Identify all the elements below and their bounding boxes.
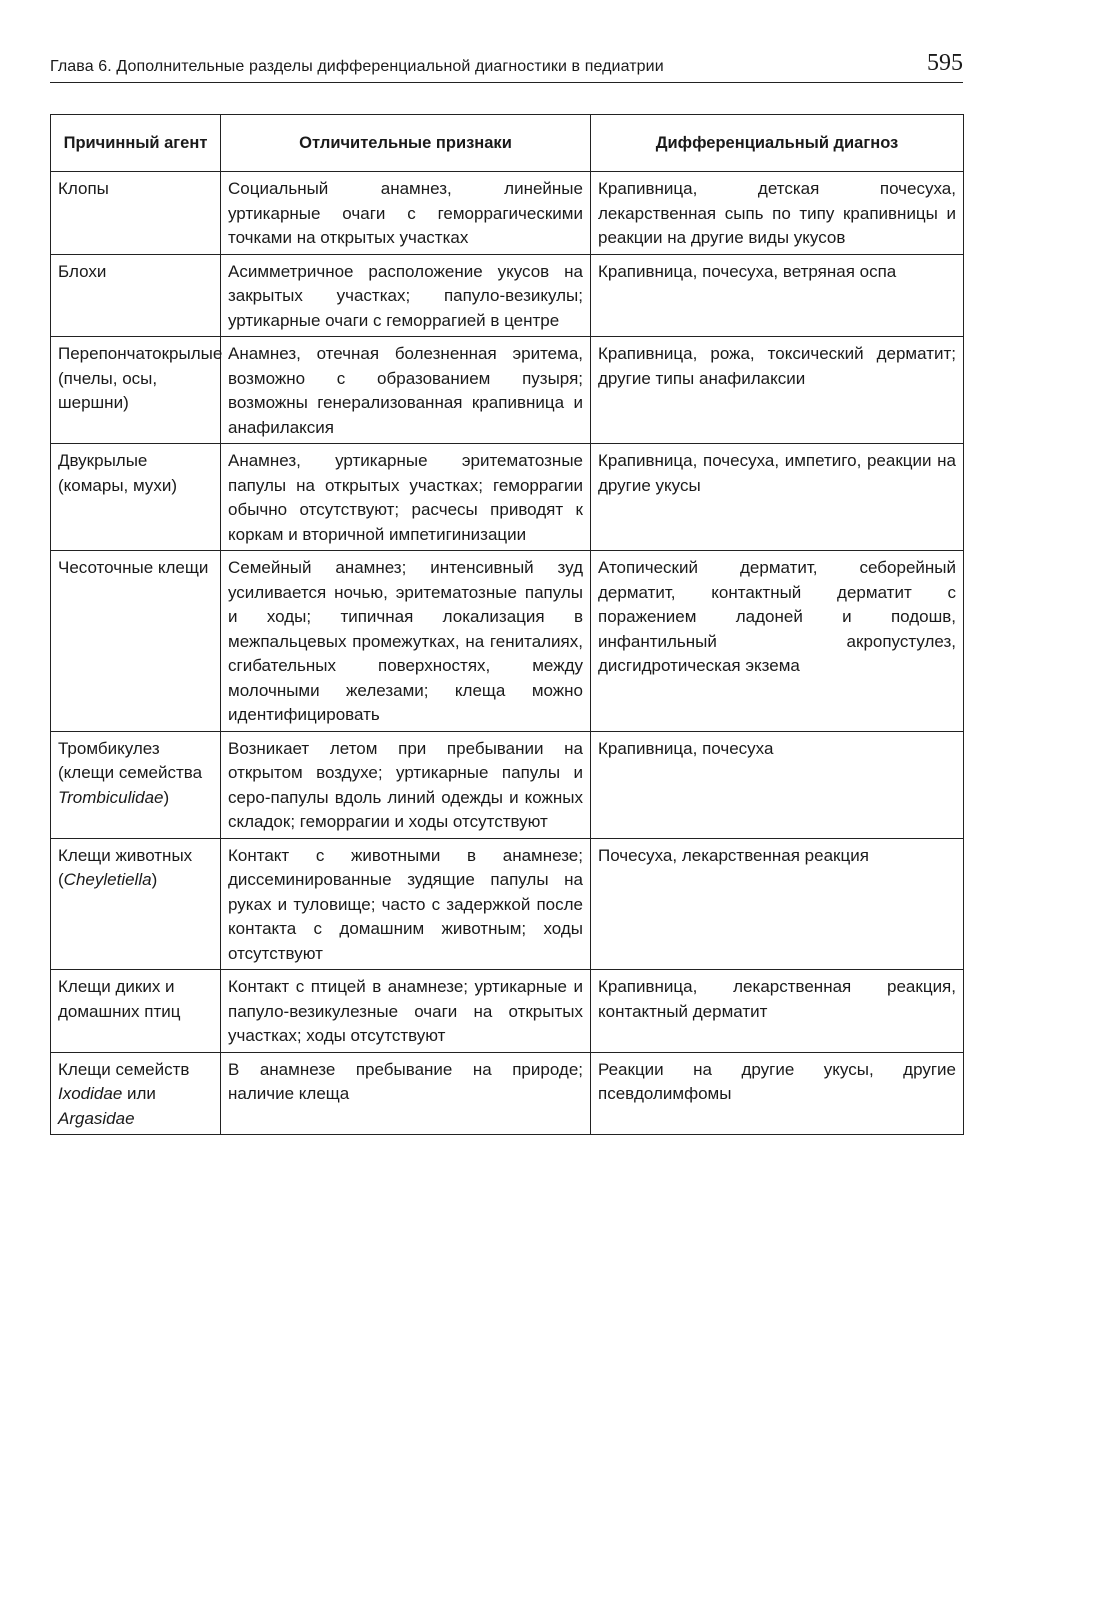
- table-row: [51, 838, 964, 970]
- agent-cell: [51, 731, 221, 838]
- diagnosis-cell: Крапивница, детская почесуха, лекарственная сыпь по типу крапивницы и реакции на другие виды укусов: [591, 172, 964, 255]
- signs-cell: Возникает летом при пребывании на открытом воздухе; уртикарные папулы и серо-папулы вдоль линий одежды и кожных складок; геморрагии и ходы отсутствуют: [221, 731, 591, 838]
- agent-latin-name: Trombiculidae: [58, 787, 164, 807]
- diagnosis-cell: Крапивница, почесуха, импетиго, реакции на другие укусы: [591, 444, 964, 551]
- agent-text: ): [163, 787, 170, 807]
- column-header-agent: Причинный агент: [51, 115, 221, 172]
- diagnosis-cell: Крапивница, рожа, токсический дерматит; другие типы анафилаксии: [591, 337, 964, 444]
- agent-latin-name: Argasidae: [58, 1108, 135, 1128]
- signs-cell: Контакт с животными в анамнезе; диссеминированные зудящие папулы на руках и туловище; часто с задержкой после контакта с домашним животным; ходы отсутствуют: [221, 838, 591, 970]
- table-row: [51, 444, 964, 551]
- agent-cell: [51, 838, 221, 970]
- signs-cell: Семейный анамнез; интенсивный зуд усиливается ночью, эритематозные папулы и ходы; типичная локализация в межпальцевых промежутках, на гениталиях, сгибательных поверхностях, между молочными железами; клеща можно идентифицировать: [221, 551, 591, 732]
- agent-text: Клещи семейств: [58, 1059, 190, 1079]
- agent-cell: Двукрылые (комары, мухи): [51, 444, 221, 551]
- table-row: [51, 970, 964, 1053]
- signs-cell: В анамнезе пребывание на природе; наличие клеща: [221, 1052, 591, 1135]
- page-header: [50, 44, 963, 83]
- agent-latin-name: Ixodidae: [58, 1084, 123, 1103]
- agent-text: ): [151, 870, 158, 889]
- signs-cell: Анамнез, уртикарные эритематозные папулы на открытых участках; геморрагии обычно отсутствуют; расчесы приводят к коркам и вторичной импетигинизации: [221, 444, 591, 551]
- diagnosis-cell: Почесуха, лекарственная реакция: [591, 838, 964, 970]
- diagnosis-cell: Атопический дерматит, себорейный дерматит, контактный дерматит с поражением ладоней и подошв, инфантильный акропустулез, дисгидротическая экзема: [591, 551, 964, 732]
- agent-cell: Клопы: [51, 172, 221, 255]
- table-row: [51, 254, 964, 337]
- differential-diagnosis-table: [50, 114, 964, 1135]
- signs-cell: Социальный анамнез, линейные уртикарные очаги с геморрагическими точками на открытых участках: [221, 172, 591, 255]
- agent-text: или: [122, 1084, 156, 1103]
- column-header-diagnosis: Дифференциальный диагноз: [591, 115, 964, 172]
- running-title: Глава 6. Дополнительные разделы дифференциальной диагностики в педиатрии: [50, 58, 664, 75]
- agent-cell: Перепончатокрылые (пчелы, осы, шершни): [51, 337, 221, 444]
- table-row: [51, 337, 964, 444]
- page-number: 595: [927, 50, 963, 76]
- agent-cell: [51, 1052, 221, 1135]
- diagnosis-cell: Крапивница, лекарственная реакция, контактный дерматит: [591, 970, 964, 1053]
- agent-cell: Блохи: [51, 254, 221, 337]
- column-header-signs: Отличительные признаки: [221, 115, 591, 172]
- signs-cell: Контакт с птицей в анамнезе; уртикарные и папуло-везикулезные очаги на открытых участках; ходы отсутствуют: [221, 970, 591, 1053]
- table-row: [51, 551, 964, 732]
- agent-text: Клещи животных (: [58, 845, 193, 889]
- table-row: [51, 731, 964, 838]
- diagnosis-cell: Крапивница, почесуха: [591, 731, 964, 838]
- table-header-row: [51, 115, 964, 172]
- table-row: [51, 172, 964, 255]
- agent-latin-name: Cheyletiella: [63, 870, 152, 889]
- diagnosis-cell: Реакции на другие укусы, другие псевдолимфомы: [591, 1052, 964, 1135]
- agent-cell: Чесоточные клещи: [51, 551, 221, 732]
- signs-cell: Асимметричное расположение укусов на закрытых участках; папуло-везикулы; уртикарные очаги с геморрагией в центре: [221, 254, 591, 337]
- agent-text: Тромбикулез (клещи семейства: [58, 738, 203, 782]
- table-row: [51, 1052, 964, 1135]
- signs-cell: Анамнез, отечная болезненная эритема, возможно с образованием пузыря; возможны генерализованная крапивница и анафилаксия: [221, 337, 591, 444]
- diagnosis-cell: Крапивница, почесуха, ветряная оспа: [591, 254, 964, 337]
- agent-cell: Клещи диких и домашних птиц: [51, 970, 221, 1053]
